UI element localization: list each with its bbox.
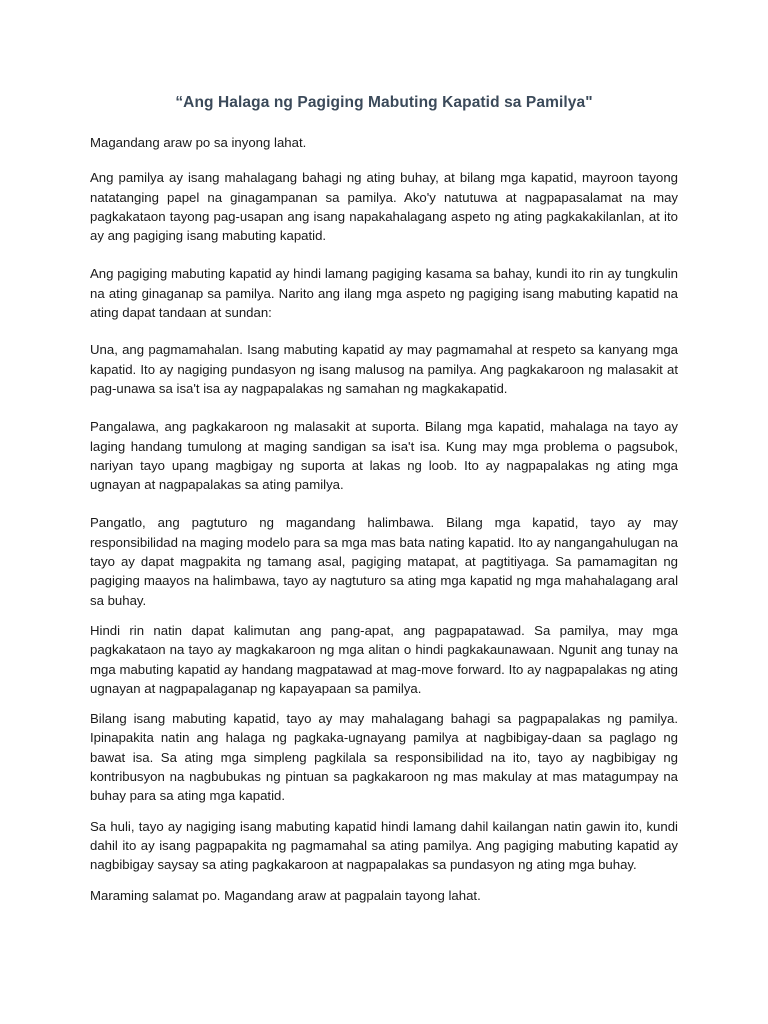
paragraph-5: Pangatlo, ang pagtuturo ng magandang halimbawa. Bilang mga kapatid, tayo ay may responsibilidad na maging modelo para sa mga mas bata nating kapatid. Ito ay nangangahulugan na tayo ay dapat magpakita ng tamang asal, pagiging matapat, at pagtitiyaga. Sa pamamagitan ng pagiging maayos na halimbawa, tayo ay nagtuturo sa ating mga kapatid ng mga mahahalagang aral sa buhay. bbox=[90, 515, 678, 608]
closing-paragraph: Maraming salamat po. Magandang araw at pagpalain tayong lahat. bbox=[90, 887, 481, 903]
paragraph-1: Ang pamilya ay isang mahalagang bahagi ng ating buhay, at bilang mga kapatid, mayroon tayong natatanging papel na ginagampanan sa pamilya. Ako'y natutuwa at nagpapasalamat na may pagkakataon tayong pag-usapan ang isang napakahalagang aspeto ng ating pagkakakilanlan, at ito ay ang pagiging isang mabuting kapatid. bbox=[90, 170, 678, 244]
paragraph-2: Ang pagiging mabuting kapatid ay hindi lamang pagiging kasama sa bahay, kundi ito rin ay tungkulin na ating ginaganap sa pamilya. Narito ang ilang mga aspeto ng pagiging isang mabuting kapatid na ating dapat tandaan at sundan: bbox=[90, 266, 678, 321]
paragraph-7: Bilang isang mabuting kapatid, tayo ay may mahalagang bahagi sa pagpapalakas ng pamilya. Ipinapakita natin ang halaga ng pagkaka-ugnayang pamilya at nagbibigay-daan sa paglago ng bawat isa. Sa ating mga simpleng pagkilala sa responsibilidad na ito, tayo ay nagbibigay ng kontribusyon na nagbubukas ng pintuan sa pagkakaroon ng mas makulay at mas matagumpay na buhay para sa ating mga kapatid. bbox=[90, 711, 678, 804]
document-title: “Ang Halaga ng Pagiging Mabuting Kapatid sa Pamilya" bbox=[175, 94, 593, 111]
paragraph-8: Sa huli, tayo ay nagiging isang mabuting kapatid hindi lamang dahil kailangan natin gawin ito, kundi dahil ito ay isang pagpapakita ng pagmamahal sa ating pamilya. Ang pagiging mabuting kapatid ay nagbibigay saysay sa ating pagkakaroon at nagpapalakas sa pundasyon ng ating mga buhay. bbox=[90, 818, 678, 873]
greeting-paragraph: Magandang araw po sa inyong lahat. bbox=[90, 135, 307, 150]
paragraph-4: Pangalawa, ang pagkakaroon ng malasakit at suporta. Bilang mga kapatid, mahalaga na tayo ay laging handang tumulong at maging sandigan sa isa't isa. Kung may mga problema o pagsubok, nariyan tayo upang magbigay ng suporta at lakas ng loob. Ito ay nagpapalakas ng ating mga ugnayan at nagpapalakas sa ating pamilya. bbox=[90, 419, 678, 493]
paragraph-3: Una, ang pagmamahalan. Isang mabuting kapatid ay may pagmamahal at respeto sa kanyang mga kapatid. Ito ay nagiging pundasyon ng isang malusog na pamilya. Ang pagkakaroon ng malasakit at pag-unawa sa isa't isa ay nagpapalakas ng samahan ng magkakapatid. bbox=[90, 342, 678, 396]
paragraph-6: Hindi rin natin dapat kalimutan ang pang-apat, ang pagpapatawad. Sa pamilya, may mga pagkakataon na tayo ay magkakaroon ng mga alitan o hindi pagkakaunawaan. Ngunit ang tunay na mga mabuting kapatid ay handang magpatawad at mag-move forward. Ito ay nagpapalakas ng ating ugnayan at nagpapalaganap ng kapayapaan sa pamilya. bbox=[90, 622, 678, 696]
